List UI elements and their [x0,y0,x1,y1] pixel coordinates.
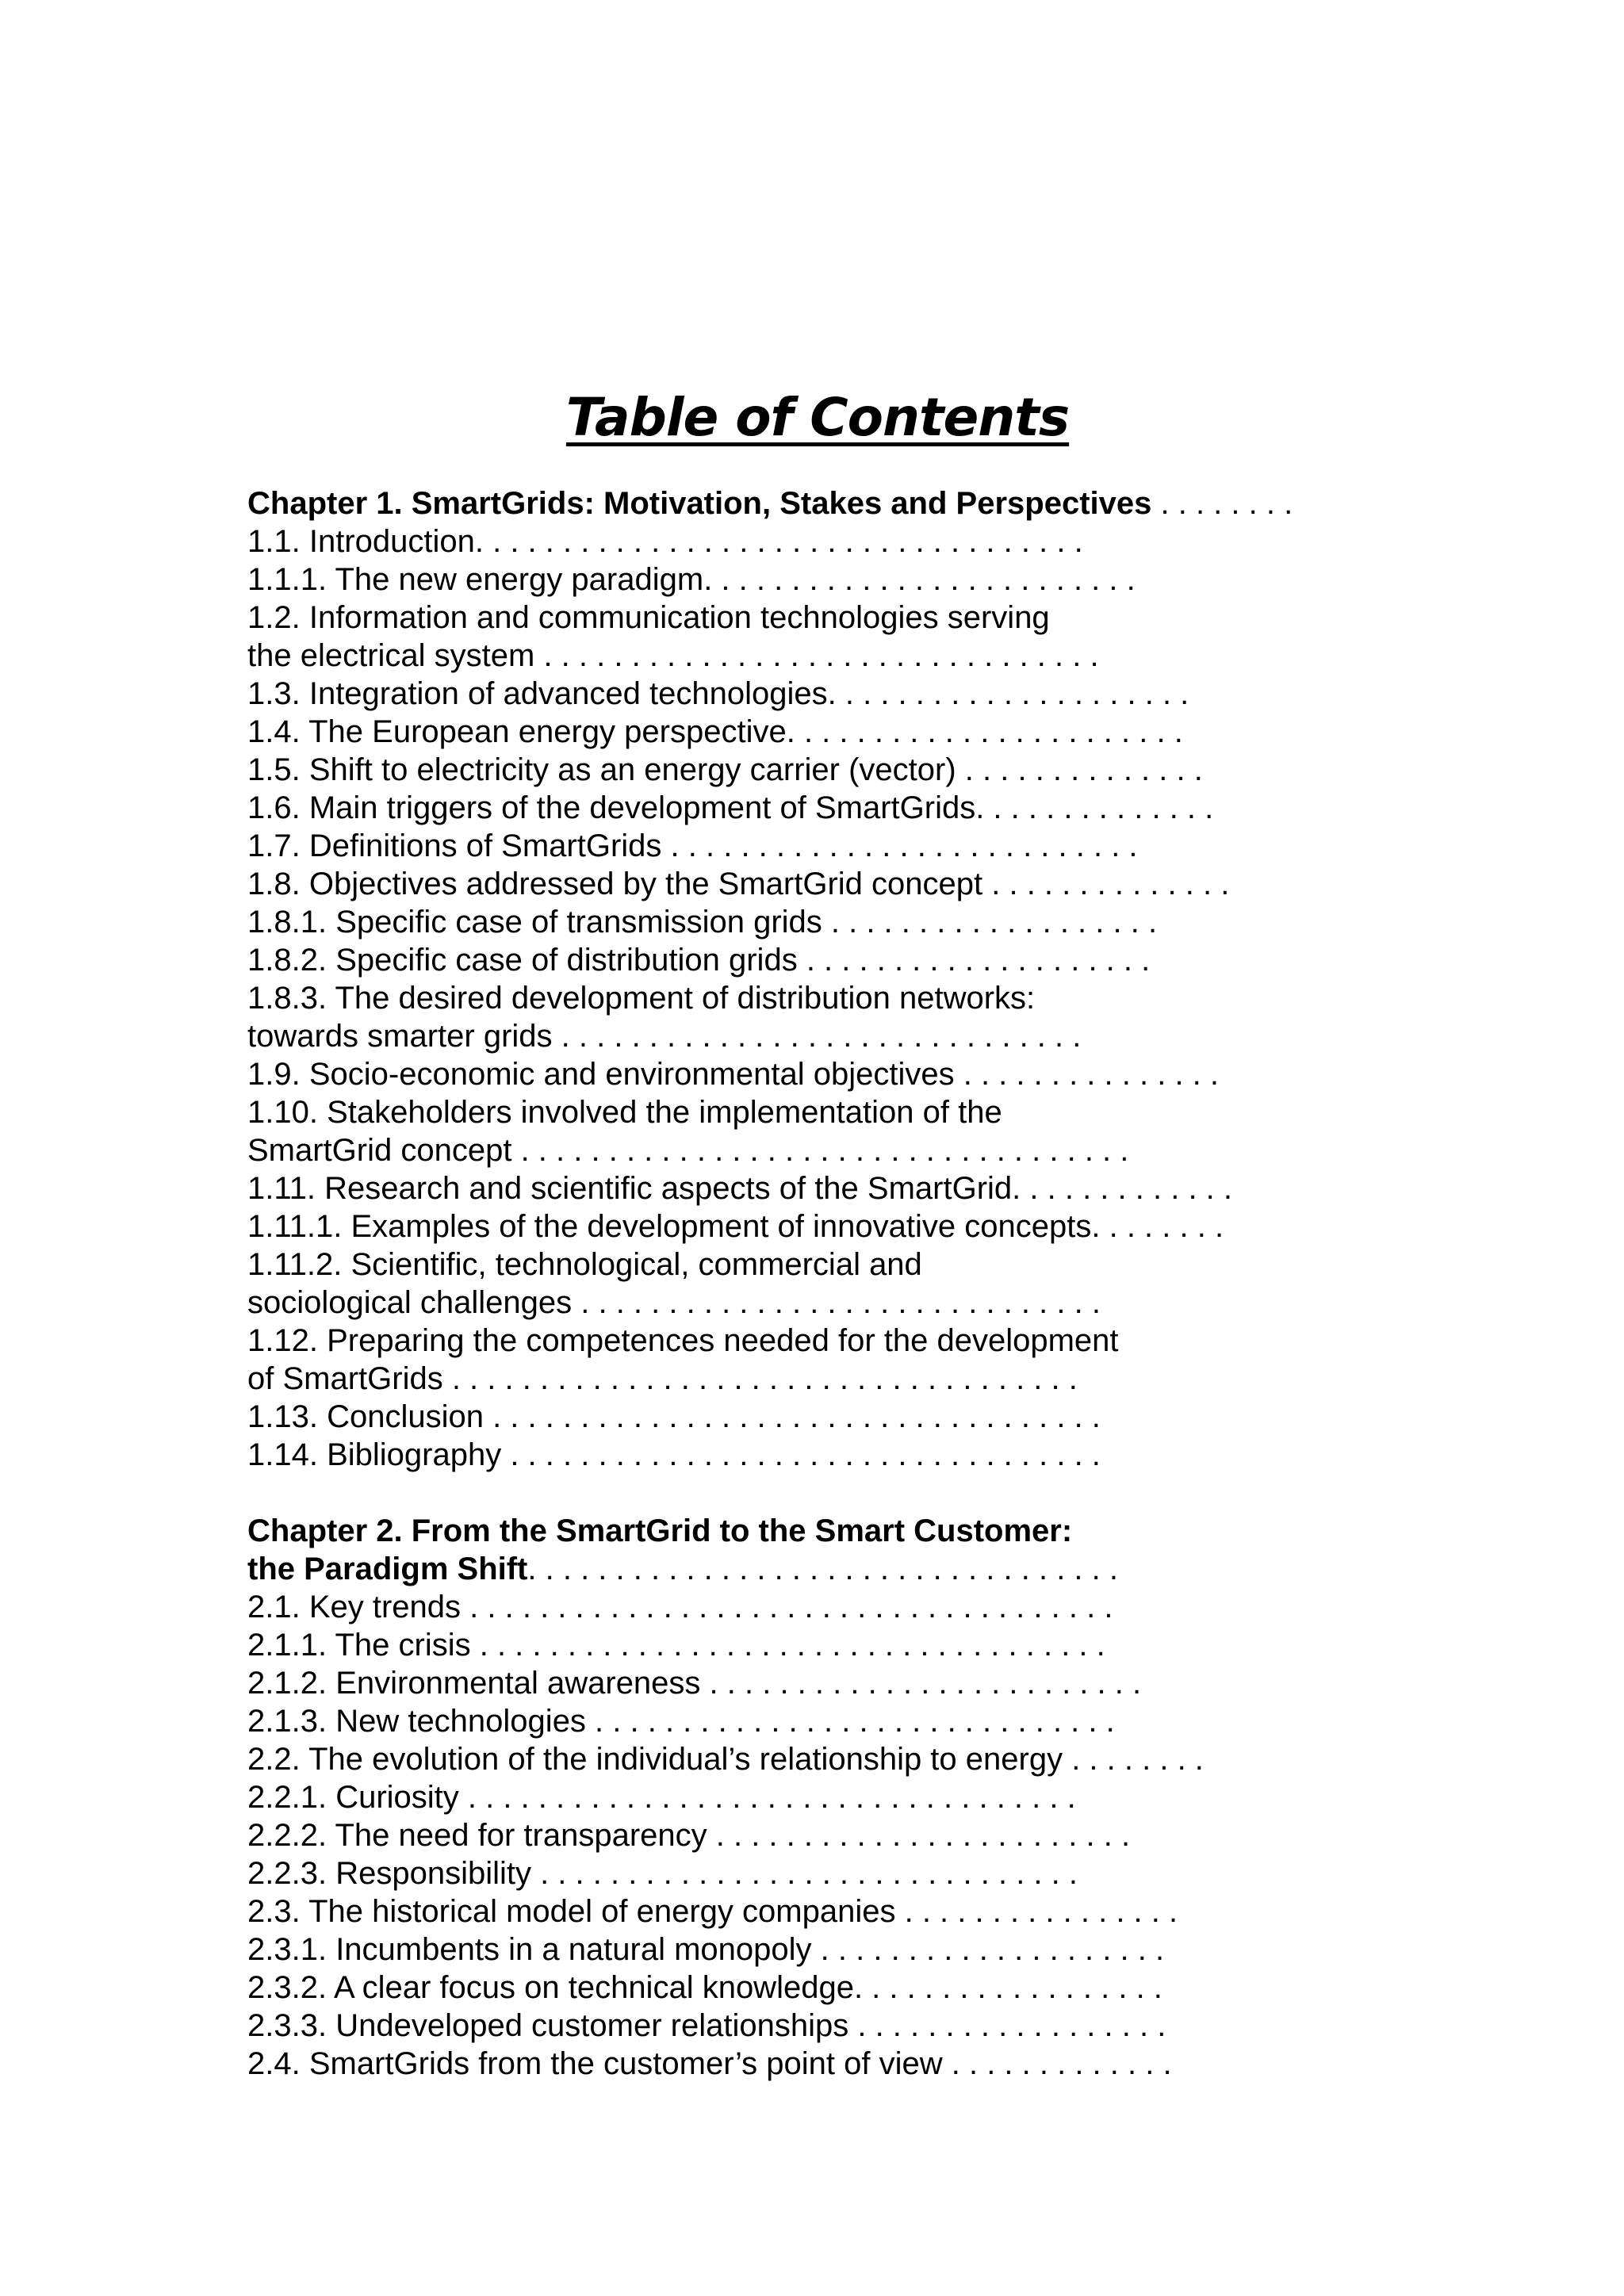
dot-leader: . . . . . . . . . . . . . . . . . . . . . . . . . . . . . . . . [534,638,1099,673]
toc-entry [247,1664,1405,1702]
dot-leader: . . . . . . . . . . . . . . . . . . . . . [827,676,1189,711]
toc-entry-text: Chapter 2. From the SmartGrid to the Smart Customer: [247,1513,1073,1548]
toc-entry [247,1207,1405,1246]
toc-entry-text: 1.8.1. Specific case of transmission grids [247,905,822,939]
toc-entry [247,751,1405,789]
toc-entry [247,1816,1405,1854]
toc-entry-text: the electrical system [247,638,535,673]
toc-entry-text: 1.10. Stakeholders involved the implementation of the [247,1095,1002,1130]
dot-leader: . . . . . . . . . . . . . . [975,790,1214,825]
dot-leader: . . . . . . . . . . . . . . . . . . . [822,905,1158,939]
toc-entry [247,1892,1405,1931]
toc-entry [247,903,1405,941]
dot-leader: . . . . . . . . [1091,1209,1224,1244]
toc-entry [247,637,1405,675]
toc-entry-text: 1.12. Preparing the competences needed for the development [247,1323,1119,1358]
toc-entry [247,1055,1405,1093]
dot-leader: . . . . . . . . . . . . . . . . . . . . . . . . . . . . . . . . . . . [474,524,1083,559]
dot-leader: . . . . . . . . . . . . . . . . . . . . . . . . . . . . . . . . . . . . [442,1361,1078,1396]
dot-leader: . . . . . . . . . . . . . . . . . . . . . . . . . . . . . . [585,1704,1115,1739]
toc-entry-text: sociological challenges [247,1285,573,1320]
toc-entry-text: 1.9. Socio-economic and environmental objectives [247,1057,955,1092]
dot-leader: . . . . . . . . . . . . . . . . . . . . . . . . . . . . . . . . . . . [483,1399,1101,1434]
toc-entry-text: 1.11.2. Scientific, technological, commercial and [247,1247,922,1282]
toc-entry [247,1322,1405,1360]
toc-entry [247,675,1405,713]
dot-leader: . . . . . . . . . . . . . . . . . . . . . . . . . . . . . . [552,1019,1082,1054]
toc-entry [247,1778,1405,1816]
toc-entry [247,1931,1405,1969]
dot-leader: . . . . . . . . . . . . . . . . . . . . . . . . . . . . . . . . . . . . [470,1628,1105,1663]
dot-leader: . . . . . . . . . . . . . . . . . . . . [811,1932,1165,1967]
dot-leader: . . . . . . . . . . . . . . . . [895,1894,1178,1929]
toc-entry-text: 1.3. Integration of advanced technologies [247,676,828,711]
toc-entry [247,1246,1405,1284]
toc-entry-text: 2.2.1. Curiosity [247,1780,459,1815]
toc-entry [247,1398,1405,1436]
dot-leader: . . . . . . . . . . . . . . . . . . . . . . . . . . . [661,828,1138,863]
toc-entry-text: 2.2.2. The need for transparency [247,1818,707,1853]
toc-entry [247,713,1405,751]
dot-leader: . . . . . . . . . . . . . . [956,752,1203,787]
toc-entry [247,941,1405,979]
toc-entry [247,1740,1405,1778]
toc-entry [247,789,1405,827]
toc-entry-text: 2.1.2. Environmental awareness [247,1666,701,1701]
toc-entry-text: 2.2.3. Responsibility [247,1856,531,1891]
toc-entry [247,1284,1405,1322]
dot-leader: . . . . . . . . . . . . . . . . . . . . . . . . . [703,562,1136,597]
toc-entry-text: 1.14. Bibliography [247,1437,502,1472]
dot-leader: . . . . . . . . . . . . . . . . . . [848,2008,1166,2043]
toc-entry-text: 2.1. Key trends [247,1590,462,1624]
dot-leader: . . . . . . . . . . . . . [942,2046,1172,2081]
toc-entry [247,522,1405,561]
toc-entry [247,865,1405,903]
dot-leader: . . . . . . . . . . . . . . . . . . . . . . . . . [700,1666,1142,1701]
toc-entry [247,1169,1405,1207]
toc-entry-text: 2.4. SmartGrids from the customer’s point of view [247,2046,943,2081]
toc-entry-text: 1.8. Objectives addressed by the SmartGrid concept [247,867,983,901]
toc-entry-text: Chapter 1. SmartGrids: Motivation, Stakes and Perspectives [247,486,1152,521]
toc-entry-text: 1.13. Conclusion [247,1399,484,1434]
dot-leader: . . . . . . . . [1151,486,1293,521]
toc-entry [247,561,1405,599]
page-title: Table of Contents [565,387,1070,448]
toc-entry [247,979,1405,1017]
dot-leader: . . . . . . . . . . . . . . . . . . . . . . . . . . . . . . . . . . . [458,1780,1076,1815]
toc-entry-text: 1.11. Research and scientific aspects of the SmartGrid [247,1171,1013,1206]
toc-entry-text: 1.1.1. The new energy paradigm [247,562,704,597]
dot-leader: . . . . . . . . . . . . . . . . . . . . . . . . . . . . . . . . . . [501,1437,1101,1472]
dot-leader: . . . . . . . . . . . . . . . [954,1057,1220,1092]
toc-entry-text: towards smarter grids [247,1019,553,1054]
dot-leader: . . . . . . . . . . . . . . . . . . . . . . . . . . . . . . . . . . [527,1552,1118,1586]
dot-leader: . . . . . . . . . . . . . . . . . . . . . . . . . . . . . . . . . . . [511,1133,1129,1168]
toc-entry [247,1702,1405,1740]
toc-entry [247,1436,1405,1474]
dot-leader: . . . . . . . . . . . . . . . . . . . . [797,943,1151,978]
toc-entry [247,1588,1405,1626]
toc-entry-text: 1.11.1. Examples of the development of innovative concepts [247,1209,1092,1244]
dot-leader: . . . . . . . . . . . . . . . . . . . . . . . [786,714,1183,749]
dot-leader: . . . . . . . . . . . . . . . . . . . . . . . . . . . . . . . . . . . . . [461,1590,1113,1624]
toc-entry [247,599,1405,637]
dot-leader: . . . . . . . . . . . . . . [982,867,1230,901]
toc-entry-text: 2.3. The historical model of energy companies [247,1894,896,1929]
toc-entry-text: SmartGrid concept [247,1133,512,1168]
toc-entry-text: 2.1.1. The crisis [247,1628,471,1663]
toc-entry-text: 1.1. Introduction [247,524,475,559]
toc-entry [247,1017,1405,1055]
toc-entry [247,1360,1405,1398]
toc-entry-text: 2.2. The evolution of the individual’s relationship to energy [247,1742,1063,1777]
chapter-heading-line [247,484,1405,522]
toc-entry-text: 2.1.3. New technologies [247,1704,586,1739]
toc-entry [247,1626,1405,1664]
toc-entry [247,1131,1405,1169]
dot-leader: . . . . . . . . . . . . . . . . . . . . . . . . . . . . . . [572,1285,1101,1320]
toc-entry [247,1093,1405,1131]
toc-entry-text: 1.6. Main triggers of the development of SmartGrids [247,790,976,825]
toc-entry-text: 1.8.2. Specific case of distribution grids [247,943,798,978]
dot-leader: . . . . . . . . [1063,1742,1204,1777]
toc-entry-text: 1.7. Definitions of SmartGrids [247,828,662,863]
toc-entry [247,827,1405,865]
dot-leader: . . . . . . . . . . . . . . . . . . [853,1970,1162,2005]
toc-entry-text: of SmartGrids [247,1361,443,1396]
toc-entry-text: 2.3.2. A clear focus on technical knowledge [247,1970,854,2005]
toc-entry-text: 2.3.3. Undeveloped customer relationships [247,2008,849,2043]
chapter-heading-line [247,1512,1405,1550]
toc-entry [247,1969,1405,2007]
toc-entry-text: the Paradigm Shift [247,1552,528,1586]
dot-leader: . . . . . . . . . . . . . . . . . . . . . . . . . . . . . . . [530,1856,1078,1891]
toc-entry-text: 1.4. The European energy perspective [247,714,787,749]
toc-list [247,484,1405,2083]
toc-entry-text: 1.2. Information and communication technologies serving [247,600,1050,635]
toc-entry-text: 1.5. Shift to electricity as an energy carrier (vector) [247,752,956,787]
toc-entry [247,2045,1405,2083]
toc-entry [247,2007,1405,2045]
toc-entry-text: 1.8.3. The desired development of distribution networks: [247,981,1036,1016]
chapter-gap [247,1474,1405,1512]
toc-entry [247,1854,1405,1892]
toc-entry-text: 2.3.1. Incumbents in a natural monopoly [247,1932,812,1967]
dot-leader: . . . . . . . . . . . . . [1012,1171,1233,1206]
dot-leader: . . . . . . . . . . . . . . . . . . . . . . . . [707,1818,1131,1853]
chapter-heading-line [247,1550,1405,1588]
